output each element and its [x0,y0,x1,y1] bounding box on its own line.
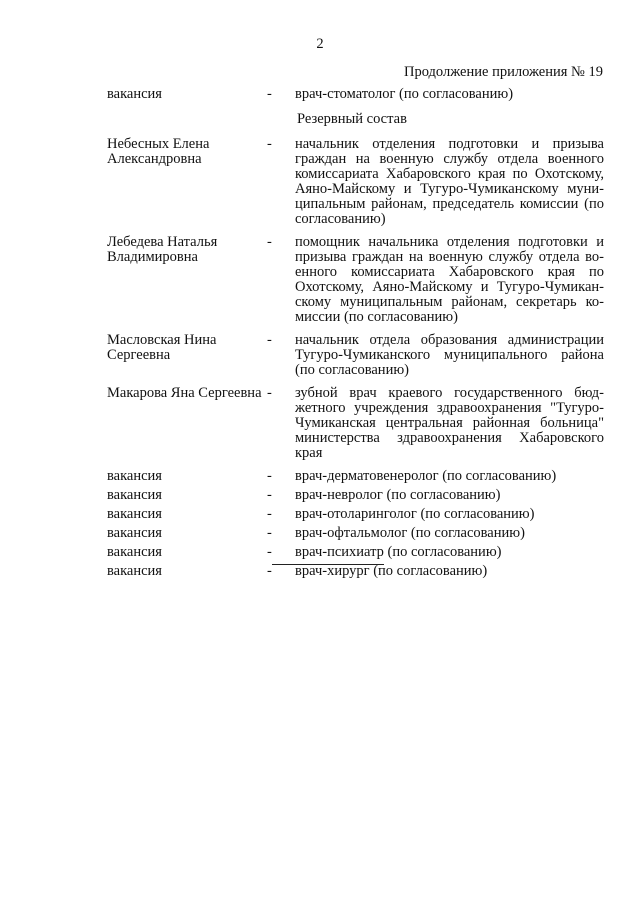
roster-row [107,87,604,102]
member-role: начальник отдела образования администрации Тугуро-Чумиканского муниципального района (по согласованию) [295,332,604,378]
member-role: врач-дерматовенеролог (по согласованию) [295,468,557,484]
dash-separator: - [267,234,272,250]
member-name: вакансия [107,506,162,522]
member-name: Масловская Нина Сергеевна [107,332,217,363]
roster-row [107,564,604,579]
roster-row [107,469,604,484]
roster-row [107,526,604,541]
member-name: вакансия [107,563,162,579]
member-role: врач-отоларинголог (по согласованию) [295,506,535,522]
dash-separator: - [267,332,272,348]
dash-separator: - [267,86,272,102]
member-role: врач-стоматолог (по согласованию) [295,86,514,102]
member-name: вакансия [107,525,162,541]
dash-separator: - [267,506,272,522]
section-heading: Резервный состав [297,111,407,127]
dash-separator: - [267,385,272,401]
roster-row [107,235,604,325]
roster-row [107,386,604,461]
roster-row [107,545,604,560]
roster-row [107,488,604,503]
member-name: Лебедева Наталья Владимировна [107,234,218,265]
dash-separator: - [267,468,272,484]
member-name: Небесных Елена Александровна [107,136,210,167]
roster-row [107,137,604,227]
roster-row [107,333,604,378]
member-name: вакансия [107,544,162,560]
dash-separator: - [267,544,272,560]
roster-row [107,507,604,522]
dash-separator: - [267,525,272,541]
member-name: вакансия [107,468,162,484]
page-number: 2 [316,36,324,52]
member-role: врач-невролог (по согласованию) [295,487,501,503]
member-name: вакансия [107,86,162,102]
roster [107,87,604,583]
member-role: начальник отделения подготовки и призыва граждан на военную службу отдела военного комиссариата Хабаровского края по Охотскому, Аяно-Майскому и Тугуро-Чумиканскому муниципальным районам, председатель комиссии (по согласованию) [295,136,604,227]
member-name: Макарова Яна Сергеевна [107,385,262,401]
dash-separator: - [267,563,272,579]
dash-separator: - [267,136,272,152]
closing-rule [272,564,384,565]
member-role: зубной врач краевого государственного бюджетного учреждения здравоохранения "Тугуро-Чумиканская центральная районная больница" министерства здравоохранения Хабаровского края [295,385,604,461]
dash-separator: - [267,487,272,503]
appendix-note: Продолжение приложения № 19 [404,64,603,80]
member-role: врач-психиатр (по согласованию) [295,544,502,560]
member-name: вакансия [107,487,162,503]
member-role: врач-офтальмолог (по согласованию) [295,525,525,541]
member-role: врач-хирург (по согласованию) [295,563,488,579]
member-role: помощник начальника отделения подготовки и призыва граждан на военную службу отдела военного комиссариата Хабаровского края по Охотскому, Аяно-Майскому и Тугуро-Чумиканскому муниципальным районам, секретарь комиссии (по согласованию) [295,234,604,325]
